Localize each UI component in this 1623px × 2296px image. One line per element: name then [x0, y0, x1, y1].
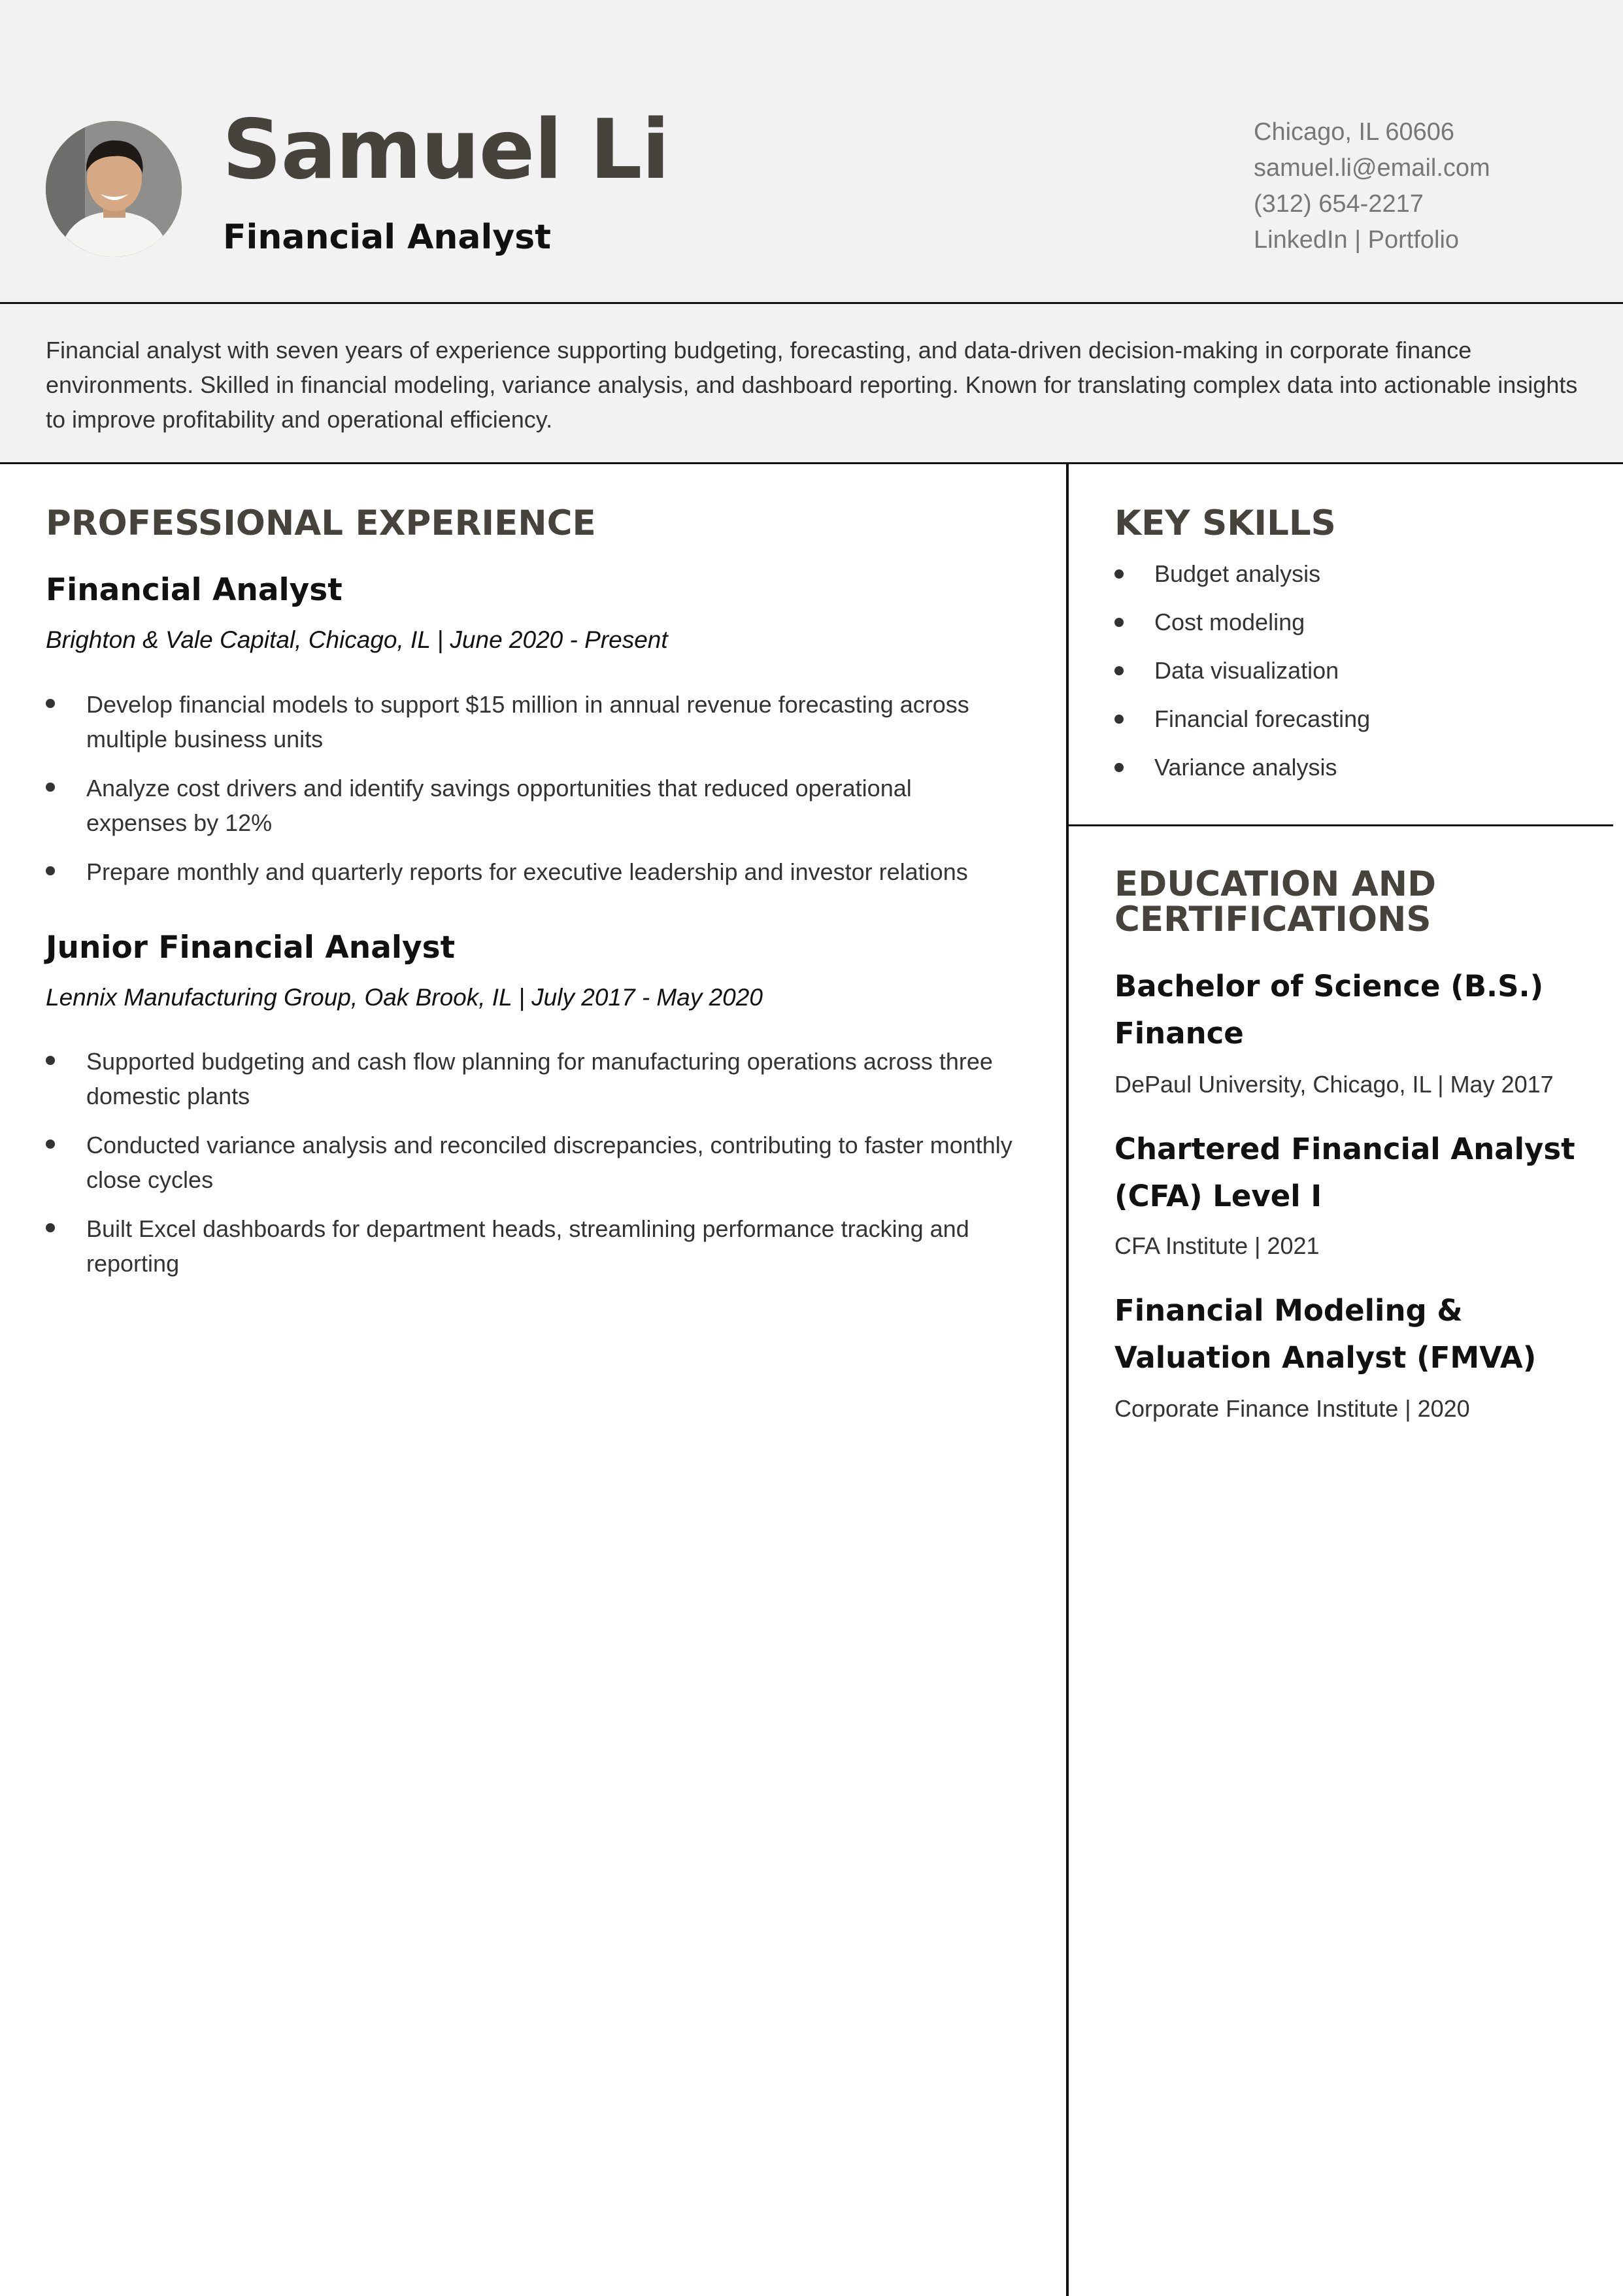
list-item: Supported budgeting and cash flow planning for manufacturing operations across three domestic plants [46, 1044, 1013, 1113]
bullet-icon [46, 783, 55, 792]
job-2-title: Junior Financial Analyst [46, 930, 456, 966]
bullet-icon [46, 1140, 55, 1149]
certification-meta: Corporate Finance Institute | 2020 [1114, 1395, 1470, 1422]
skill-item: Variance analysis [1114, 751, 1370, 800]
skill-item: Cost modeling [1114, 606, 1370, 654]
list-item: Conducted variance analysis and reconciled discrepancies, contributing to faster monthly close cycles [46, 1128, 1013, 1197]
education-meta: DePaul University, Chicago, IL | May 2017 [1114, 1071, 1554, 1098]
experience-heading: PROFESSIONAL EXPERIENCE [46, 503, 596, 543]
summary-band [0, 304, 1623, 464]
job-1-bullets [46, 687, 1013, 903]
education-degree: Bachelor of Science (B.S.) Finance [1114, 969, 1544, 1051]
skill-item: Data visualization [1114, 654, 1370, 703]
job-2-bullets [46, 1044, 1013, 1295]
bullet-icon [46, 866, 55, 875]
skills-list [1114, 558, 1370, 800]
contact-location: Chicago, IL 60606 [1254, 118, 1455, 146]
bullet-icon [46, 1056, 55, 1065]
header-band [0, 0, 1623, 304]
job-title-headline: Financial Analyst [223, 218, 552, 257]
job-1-title: Financial Analyst [46, 572, 343, 608]
contact-phone[interactable]: (312) 654-2217 [1254, 190, 1424, 218]
education-heading-line-1: EDUCATION AND [1114, 864, 1437, 904]
bullet-icon [1114, 666, 1124, 675]
bullet-icon [1114, 569, 1124, 579]
summary-text: Financial analyst with seven years of experience supporting budgeting, forecasting, and data-driven decision-making in corporate finance environments. Skilled in financial modeling, variance analysis, and dashboard reporting. Known for translating complex data into actionable insights to improve profitability and operational efficiency. [46, 337, 1578, 433]
list-item: Prepare monthly and quarterly reports for executive leadership and investor relations [46, 854, 1013, 889]
contact-email[interactable]: samuel.li@email.com [1254, 154, 1490, 182]
profile-photo [46, 121, 182, 257]
skill-item: Financial forecasting [1114, 703, 1370, 751]
certification-meta: CFA Institute | 2021 [1114, 1232, 1320, 1259]
skill-item: Budget analysis [1114, 558, 1370, 606]
column-divider [1066, 464, 1069, 2296]
skills-heading: KEY SKILLS [1114, 503, 1336, 543]
contact-links[interactable]: LinkedIn | Portfolio [1254, 226, 1460, 254]
candidate-name: Samuel Li [222, 101, 669, 197]
bullet-icon [46, 699, 55, 708]
certification-title: Financial Modeling & Valuation Analyst (FMVA) [1114, 1293, 1537, 1375]
bullet-icon [1114, 763, 1124, 772]
bullet-icon [46, 1223, 55, 1232]
education-heading-line-2: CERTIFICATIONS [1114, 900, 1431, 939]
job-1-meta: Brighton & Vale Capital, Chicago, IL | June 2020 - Present [46, 626, 668, 653]
bullet-icon [1114, 618, 1124, 627]
certification-title: Chartered Financial Analyst (CFA) Level I [1114, 1132, 1575, 1213]
list-item: Built Excel dashboards for department heads, streamlining performance tracking and reporting [46, 1211, 1013, 1281]
sidebar-divider [1067, 824, 1613, 826]
contact-block [1254, 114, 1490, 258]
job-2-meta: Lennix Manufacturing Group, Oak Brook, IL | July 2017 - May 2020 [46, 984, 763, 1011]
bullet-icon [1114, 715, 1124, 724]
list-item: Develop financial models to support $15 million in annual revenue forecasting across multiple business units [46, 687, 1013, 756]
avatar [46, 121, 182, 257]
list-item: Analyze cost drivers and identify savings opportunities that reduced operational expenses by 12% [46, 771, 1013, 840]
